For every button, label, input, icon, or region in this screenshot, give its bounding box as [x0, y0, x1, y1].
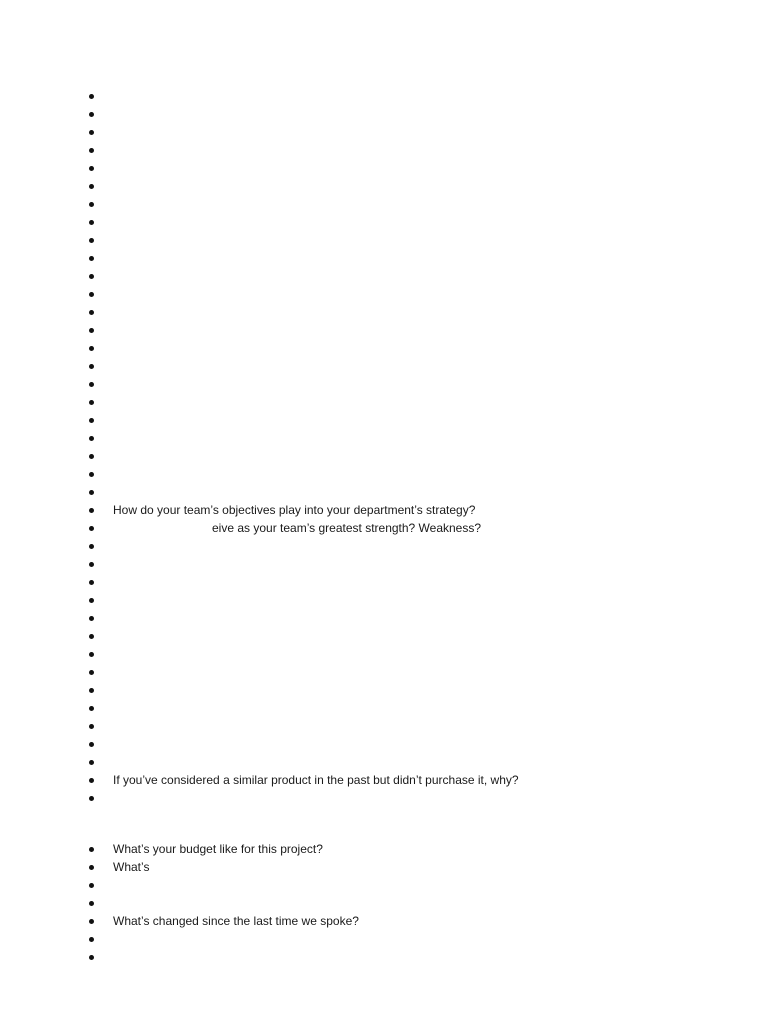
- bullet-icon: [89, 742, 94, 747]
- bullet-icon: [89, 919, 94, 924]
- bullet-icon: [89, 328, 94, 333]
- bullet-icon: [89, 310, 94, 315]
- bullet-icon: [89, 847, 94, 852]
- bullet-icon: [89, 112, 94, 117]
- bullet-icon: [89, 937, 94, 942]
- bullet-icon: [89, 184, 94, 189]
- bullet-icon: [89, 901, 94, 906]
- bullet-icon: [89, 202, 94, 207]
- bullet-icon: [89, 346, 94, 351]
- bullet-icon: [89, 724, 94, 729]
- bullet-icon: [89, 508, 94, 513]
- list-item-text: eive as your team’s greatest strength? Weakness?: [212, 521, 482, 535]
- bullet-icon: [89, 580, 94, 585]
- list-item-text: What’s your budget like for this project?: [113, 842, 323, 856]
- list-item-text: If you’ve considered a similar product in the past but didn’t purchase it, why?: [113, 773, 519, 787]
- bullet-icon: [89, 436, 94, 441]
- list-item-text: What’s: [113, 860, 150, 874]
- bullet-icon: [89, 883, 94, 888]
- bullet-icon: [89, 454, 94, 459]
- bullet-icon: [89, 634, 94, 639]
- bullet-icon: [89, 670, 94, 675]
- bullet-icon: [89, 274, 94, 279]
- bullet-icon: [89, 400, 94, 405]
- bullet-icon: [89, 148, 94, 153]
- bullet-icon: [89, 955, 94, 960]
- bullet-icon: [89, 472, 94, 477]
- bullet-icon: [89, 220, 94, 225]
- bullet-icon: [89, 760, 94, 765]
- bullet-icon: [89, 238, 94, 243]
- bullet-icon: [89, 544, 94, 549]
- bullet-icon: [89, 130, 94, 135]
- list-item-text: How do your team’s objectives play into your department’s strategy?: [113, 503, 476, 517]
- bullet-icon: [89, 94, 94, 99]
- bullet-icon: [89, 256, 94, 261]
- bullet-icon: [89, 490, 94, 495]
- list-item-text: What’s changed since the last time we spoke?: [113, 914, 359, 928]
- bullet-icon: [89, 616, 94, 621]
- bullet-icon: [89, 418, 94, 423]
- bullet-icon: [89, 598, 94, 603]
- bullet-icon: [89, 778, 94, 783]
- bullet-icon: [89, 706, 94, 711]
- bullet-icon: [89, 652, 94, 657]
- bullet-icon: [89, 382, 94, 387]
- bullet-icon: [89, 865, 94, 870]
- bullet-icon: [89, 562, 94, 567]
- bullet-icon: [89, 688, 94, 693]
- bullet-icon: [89, 364, 94, 369]
- bullet-icon: [89, 166, 94, 171]
- bullet-icon: [89, 526, 94, 531]
- bullet-icon: [89, 292, 94, 297]
- bullet-icon: [89, 796, 94, 801]
